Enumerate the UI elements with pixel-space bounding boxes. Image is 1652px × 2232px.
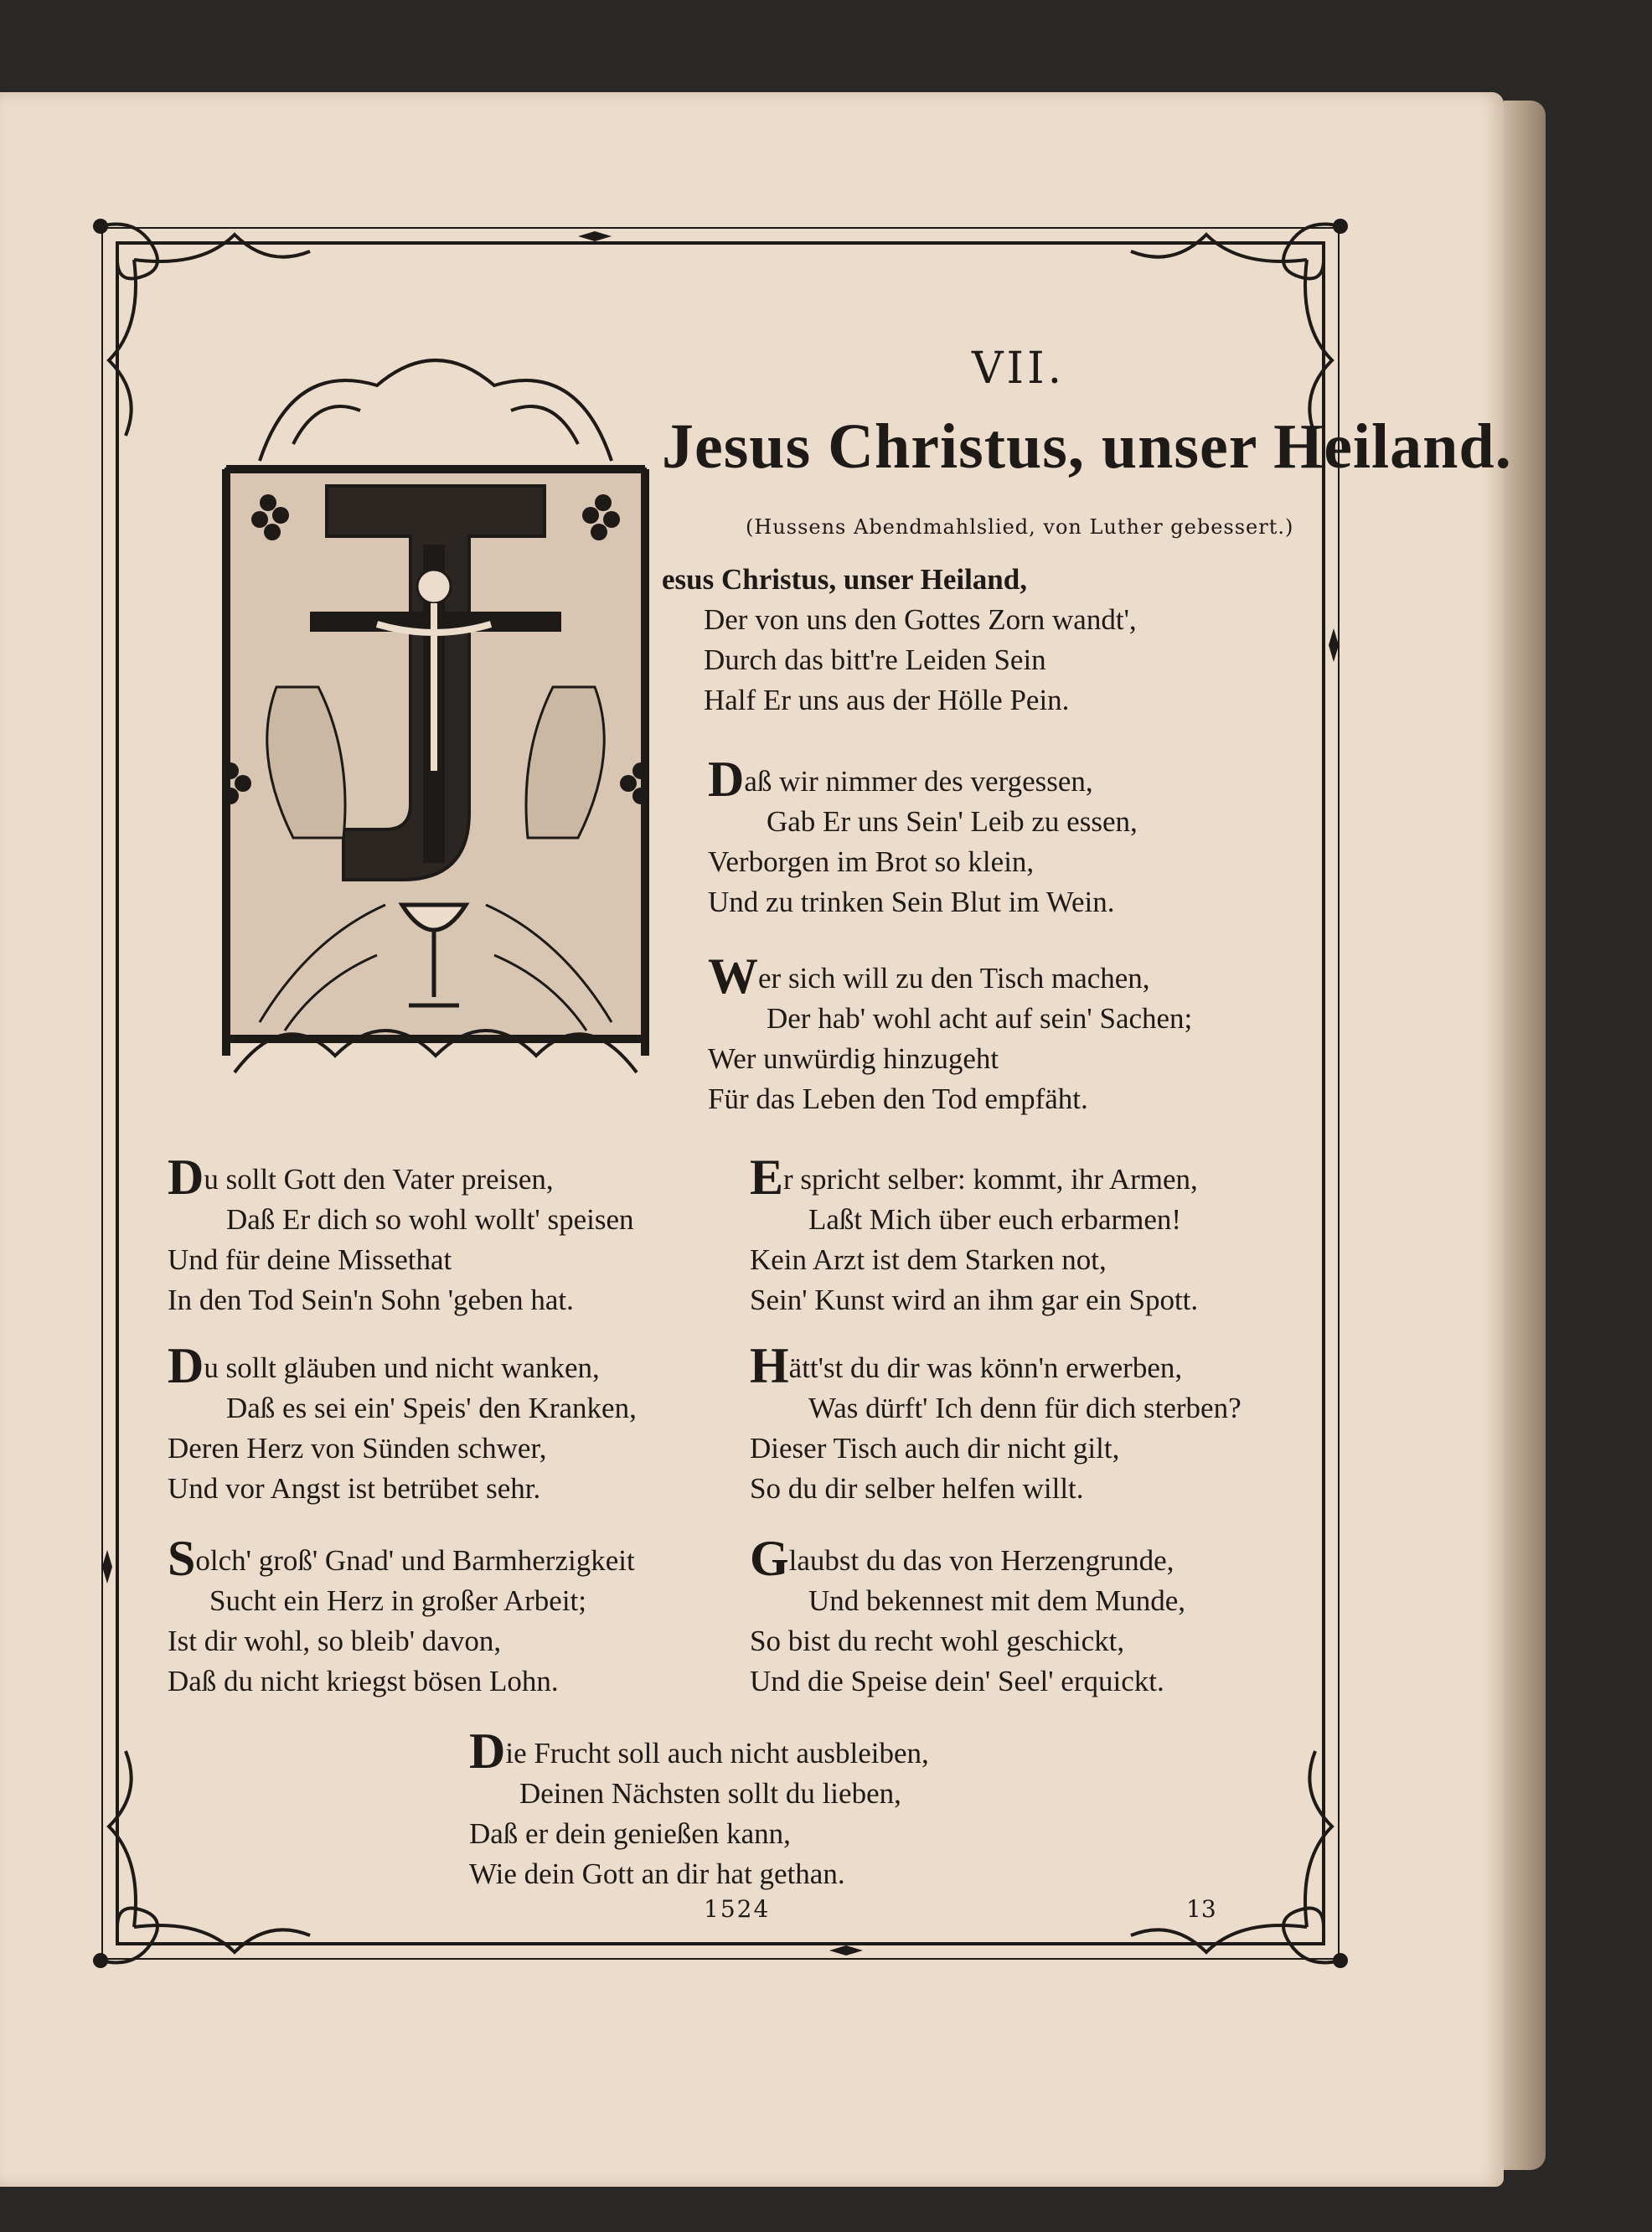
- stanza-line: In den Tod Sein'n Sohn 'geben hat.: [168, 1284, 574, 1316]
- stanza-3: [708, 948, 1193, 1119]
- stanza-line: olch' groß' Gnad' und Barmherzigkeit: [195, 1544, 635, 1577]
- stanza-line: Dieser Tisch auch dir nicht gilt,: [750, 1432, 1120, 1465]
- drop-cap: D: [708, 752, 745, 807]
- drop-cap: S: [168, 1531, 196, 1586]
- hymn-subtitle: (Hussens Abendmahlslied, von Luther gebessert.): [746, 515, 1294, 539]
- stanza-line: Kein Arzt ist dem Starken not,: [750, 1243, 1107, 1276]
- stanza-line: Ist dir wohl, so bleib' davon,: [168, 1625, 502, 1657]
- drop-cap: D: [469, 1723, 506, 1779]
- stanza-line: Half Er uns aus der Hölle Pein.: [704, 684, 1070, 716]
- stanza-right-2: [750, 1338, 1242, 1509]
- stanza-line: Gab Er uns Sein' Leib zu essen,: [767, 805, 1138, 838]
- stanza-line: er sich will zu den Tisch machen,: [758, 962, 1150, 995]
- stanza-2: [708, 754, 1138, 922]
- stanza-line: Daß Er dich so wohl wollt' speisen: [226, 1203, 634, 1236]
- stanza-left-1: [168, 1152, 634, 1320]
- stanza-line: esus Christus, unser Heiland,: [662, 563, 1027, 596]
- stanza-line: Sein' Kunst wird an ihm gar ein Spott.: [750, 1284, 1199, 1316]
- stanza-line: Verborgen im Brot so klein,: [708, 845, 1035, 878]
- stanza-line: Daß er dein genießen kann,: [469, 1817, 791, 1850]
- drop-cap: D: [168, 1338, 204, 1393]
- stanza-line: Deren Herz von Sünden schwer,: [168, 1432, 547, 1465]
- stanza-final: [469, 1723, 929, 1894]
- stanza-line: Der hab' wohl acht auf sein' Sachen;: [767, 1002, 1193, 1035]
- stanza-line: Wer unwürdig hinzugeht: [708, 1042, 999, 1075]
- stanza-line: Daß es sei ein' Speis' den Kranken,: [226, 1392, 637, 1424]
- stanza-line: ätt'st du dir was könn'n erwerben,: [788, 1351, 1183, 1384]
- stanza-line: Laßt Mich über euch erbarmen!: [808, 1203, 1182, 1236]
- drop-cap: D: [168, 1150, 204, 1205]
- stanza-line: Und vor Angst ist betrübet sehr.: [168, 1472, 541, 1505]
- stanza-line: laubst du das von Herzengrunde,: [788, 1544, 1174, 1577]
- stanza-line: ie Frucht soll auch nicht ausbleiben,: [505, 1737, 929, 1770]
- drop-cap: W: [708, 948, 758, 1004]
- stanza-line: Durch das bitt're Leiden Sein: [704, 643, 1046, 676]
- stanza-line: Und für deine Missethat: [168, 1243, 452, 1276]
- drop-cap: H: [750, 1338, 789, 1393]
- stanza-line: Und bekennest mit dem Munde,: [808, 1584, 1186, 1617]
- stanza-line: Und die Speise dein' Seel' erquickt.: [750, 1665, 1164, 1697]
- stanza-line: u sollt Gott den Vater preisen,: [204, 1163, 554, 1196]
- stanza-right-1: [750, 1152, 1198, 1320]
- stanza-line: Und zu trinken Sein Blut im Wein.: [708, 886, 1115, 918]
- initial-letter-illustration: [209, 335, 662, 1106]
- stanza-line: Wie dein Gott an dir hat gethan.: [469, 1857, 845, 1890]
- drop-cap: E: [750, 1150, 784, 1205]
- stanza-line: Der von uns den Gottes Zorn wandt',: [704, 603, 1137, 636]
- hymn-number: VII.: [972, 344, 1066, 394]
- stanza-line: u sollt gläuben und nicht wanken,: [204, 1351, 600, 1384]
- stanza-line: Sucht ein Herz in großer Arbeit;: [209, 1584, 587, 1617]
- page-number: 13: [1186, 1895, 1216, 1923]
- drop-cap: G: [750, 1531, 789, 1586]
- stanza-left-3: [168, 1533, 635, 1702]
- stanza-line: Daß du nicht kriegst bösen Lohn.: [168, 1665, 559, 1697]
- stanza-line: Was dürft' Ich denn für dich sterben?: [808, 1392, 1242, 1424]
- stanza-right-3: [750, 1533, 1185, 1702]
- stanza-line: So bist du recht wohl geschickt,: [750, 1625, 1125, 1657]
- stanza-line: r spricht selber: kommt, ihr Armen,: [783, 1163, 1198, 1196]
- hymn-title: Jesus Christus, unser Heiland.: [662, 411, 1512, 482]
- hymn-year: 1524: [704, 1895, 771, 1923]
- stanza-1: [662, 560, 1137, 721]
- crucifix-initial-icon: [209, 335, 662, 1106]
- stanza-left-2: [168, 1338, 637, 1509]
- stanza-line: So du dir selber helfen willt.: [750, 1472, 1084, 1505]
- stanza-line: Für das Leben den Tod empfäht.: [708, 1082, 1088, 1115]
- stanza-line: aß wir nimmer des vergessen,: [744, 765, 1093, 798]
- stanza-line: Deinen Nächsten sollt du lieben,: [519, 1777, 901, 1810]
